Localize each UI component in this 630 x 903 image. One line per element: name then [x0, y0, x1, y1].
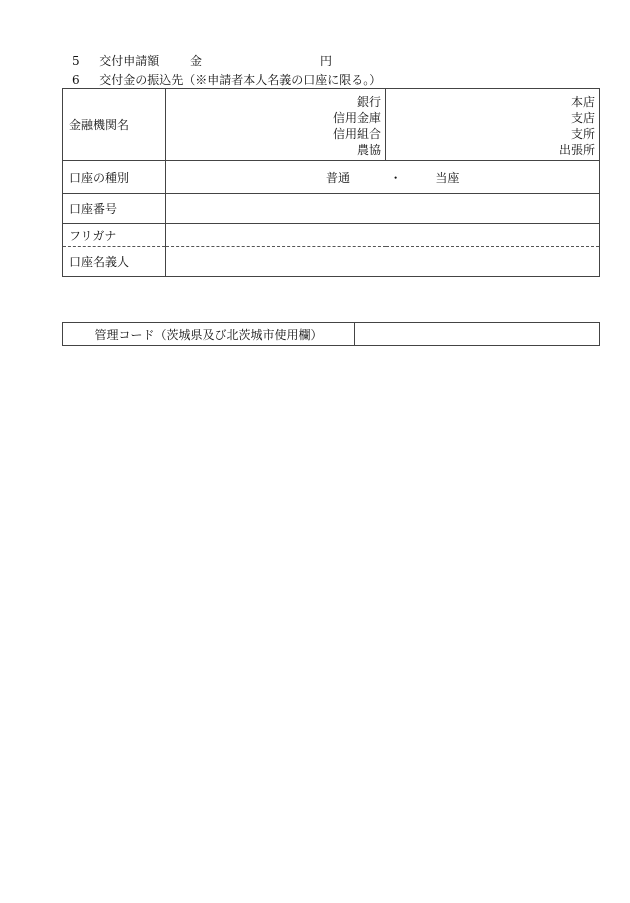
bank-type-nokyo: 農協	[356, 142, 381, 157]
branch-type-cell[interactable]	[386, 89, 600, 161]
item-6-label: 交付金の振込先（※申請者本人名義の口座に限る。）	[99, 73, 382, 87]
item-6-number: 6	[72, 73, 80, 87]
account-holder-label: 口座名義人	[63, 247, 166, 277]
furigana-field[interactable]	[166, 224, 600, 247]
institution-label: 金融機関名	[63, 89, 166, 161]
account-type-separator: ・	[389, 170, 402, 185]
furigana-label: フリガナ	[63, 224, 166, 247]
item-5-label: 交付申請額	[99, 54, 160, 68]
bank-type-shinkumi: 信用組合	[332, 126, 381, 141]
account-type-label: 口座の種別	[63, 161, 166, 194]
institution-row	[63, 89, 600, 161]
bank-type-ginko: 銀行	[356, 94, 381, 109]
item-5-grant-amount	[72, 52, 159, 69]
admin-code-table	[62, 322, 600, 346]
branch-type-shiten: 支店	[570, 110, 595, 125]
bank-account-table	[62, 88, 600, 277]
account-number-field[interactable]	[166, 194, 600, 224]
account-holder-row	[63, 247, 600, 277]
furigana-row	[63, 224, 600, 247]
item-6-transfer-destination	[72, 71, 381, 88]
item-5-number: 5	[72, 54, 80, 68]
account-type-toza: 当座	[435, 170, 460, 185]
account-type-row	[63, 161, 600, 194]
bank-type-shinkin: 信用金庫	[332, 110, 381, 125]
admin-code-label: 管理コード（茨城県及び北茨城市使用欄）	[63, 323, 355, 346]
account-holder-field[interactable]	[166, 247, 600, 277]
bank-type-cell[interactable]	[166, 89, 386, 161]
branch-type-shucchojo: 出張所	[558, 142, 595, 157]
item-5-yen: 円	[320, 54, 333, 68]
account-type-futsu: 普通	[326, 170, 351, 185]
item-5-kin: 金	[190, 54, 203, 68]
admin-code-field[interactable]	[355, 323, 600, 346]
account-number-label: 口座番号	[63, 194, 166, 224]
branch-type-shisho: 支所	[570, 126, 595, 141]
account-number-row	[63, 194, 600, 224]
branch-type-honten: 本店	[570, 94, 595, 109]
account-type-cell[interactable]	[166, 161, 600, 194]
